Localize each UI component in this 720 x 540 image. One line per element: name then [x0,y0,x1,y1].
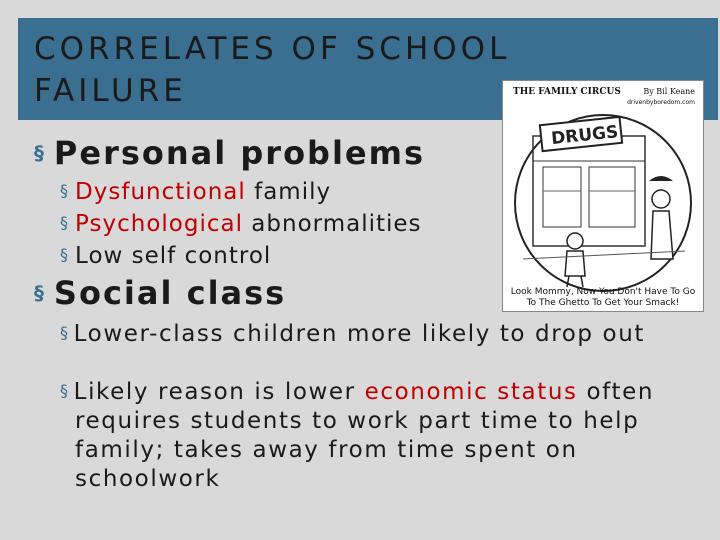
title-line-1: CORRELATES OF SCHOOL [34,31,511,67]
drugs-sign-text: DRUGS [550,122,620,150]
bullet-icon: § [60,181,70,200]
sub-bullet-psychological [60,208,422,239]
item-text: often requires students to work part time to help family; takes away from time spent on schoolwork [75,378,655,492]
sub-bullet-lower-class [60,318,690,349]
cartoon-caption [503,287,703,309]
caption-line-2: To The Ghetto To Get Your Smack! [526,298,680,308]
highlight-text: economic status [364,378,578,405]
caption-line-1: Look Mommy, Now You Don't Have To Go [510,287,696,297]
title-line-2: FAILURE [34,73,187,109]
bullet-social-class [34,274,286,312]
family-circus-cartoon [502,80,704,312]
item-text: Likely reason is lower [73,378,365,405]
personal-problems-label: Personal problems [53,134,426,172]
sub-bullet-economic-status [60,376,690,494]
item-text: abnormalities [242,210,422,237]
bullet-icon: § [60,213,70,232]
bullet-icon: § [34,142,46,166]
highlight-text: Dysfunctional [75,178,246,205]
bullet-icon: § [60,381,70,400]
item-text: family [245,178,332,205]
item-text: Low self control [75,242,272,269]
bullet-icon: § [60,245,70,264]
sub-bullet-self-control [60,240,271,271]
cartoon-header: THE FAMILY CIRCUS [513,87,621,97]
social-class-label: Social class [53,274,287,312]
cartoon-site: drivenbyboredom.com [627,99,695,106]
cartoon-illustration [503,81,703,311]
cartoon-byline: By Bil Keane [643,87,695,96]
bullet-personal-problems [34,134,425,172]
highlight-text: Psychological [75,210,243,237]
bullet-icon: § [60,323,70,342]
sub-bullet-dysfunctional [60,176,331,207]
item-text: Lower-class children more likely to drop out [73,320,646,347]
bullet-icon: § [34,282,46,306]
